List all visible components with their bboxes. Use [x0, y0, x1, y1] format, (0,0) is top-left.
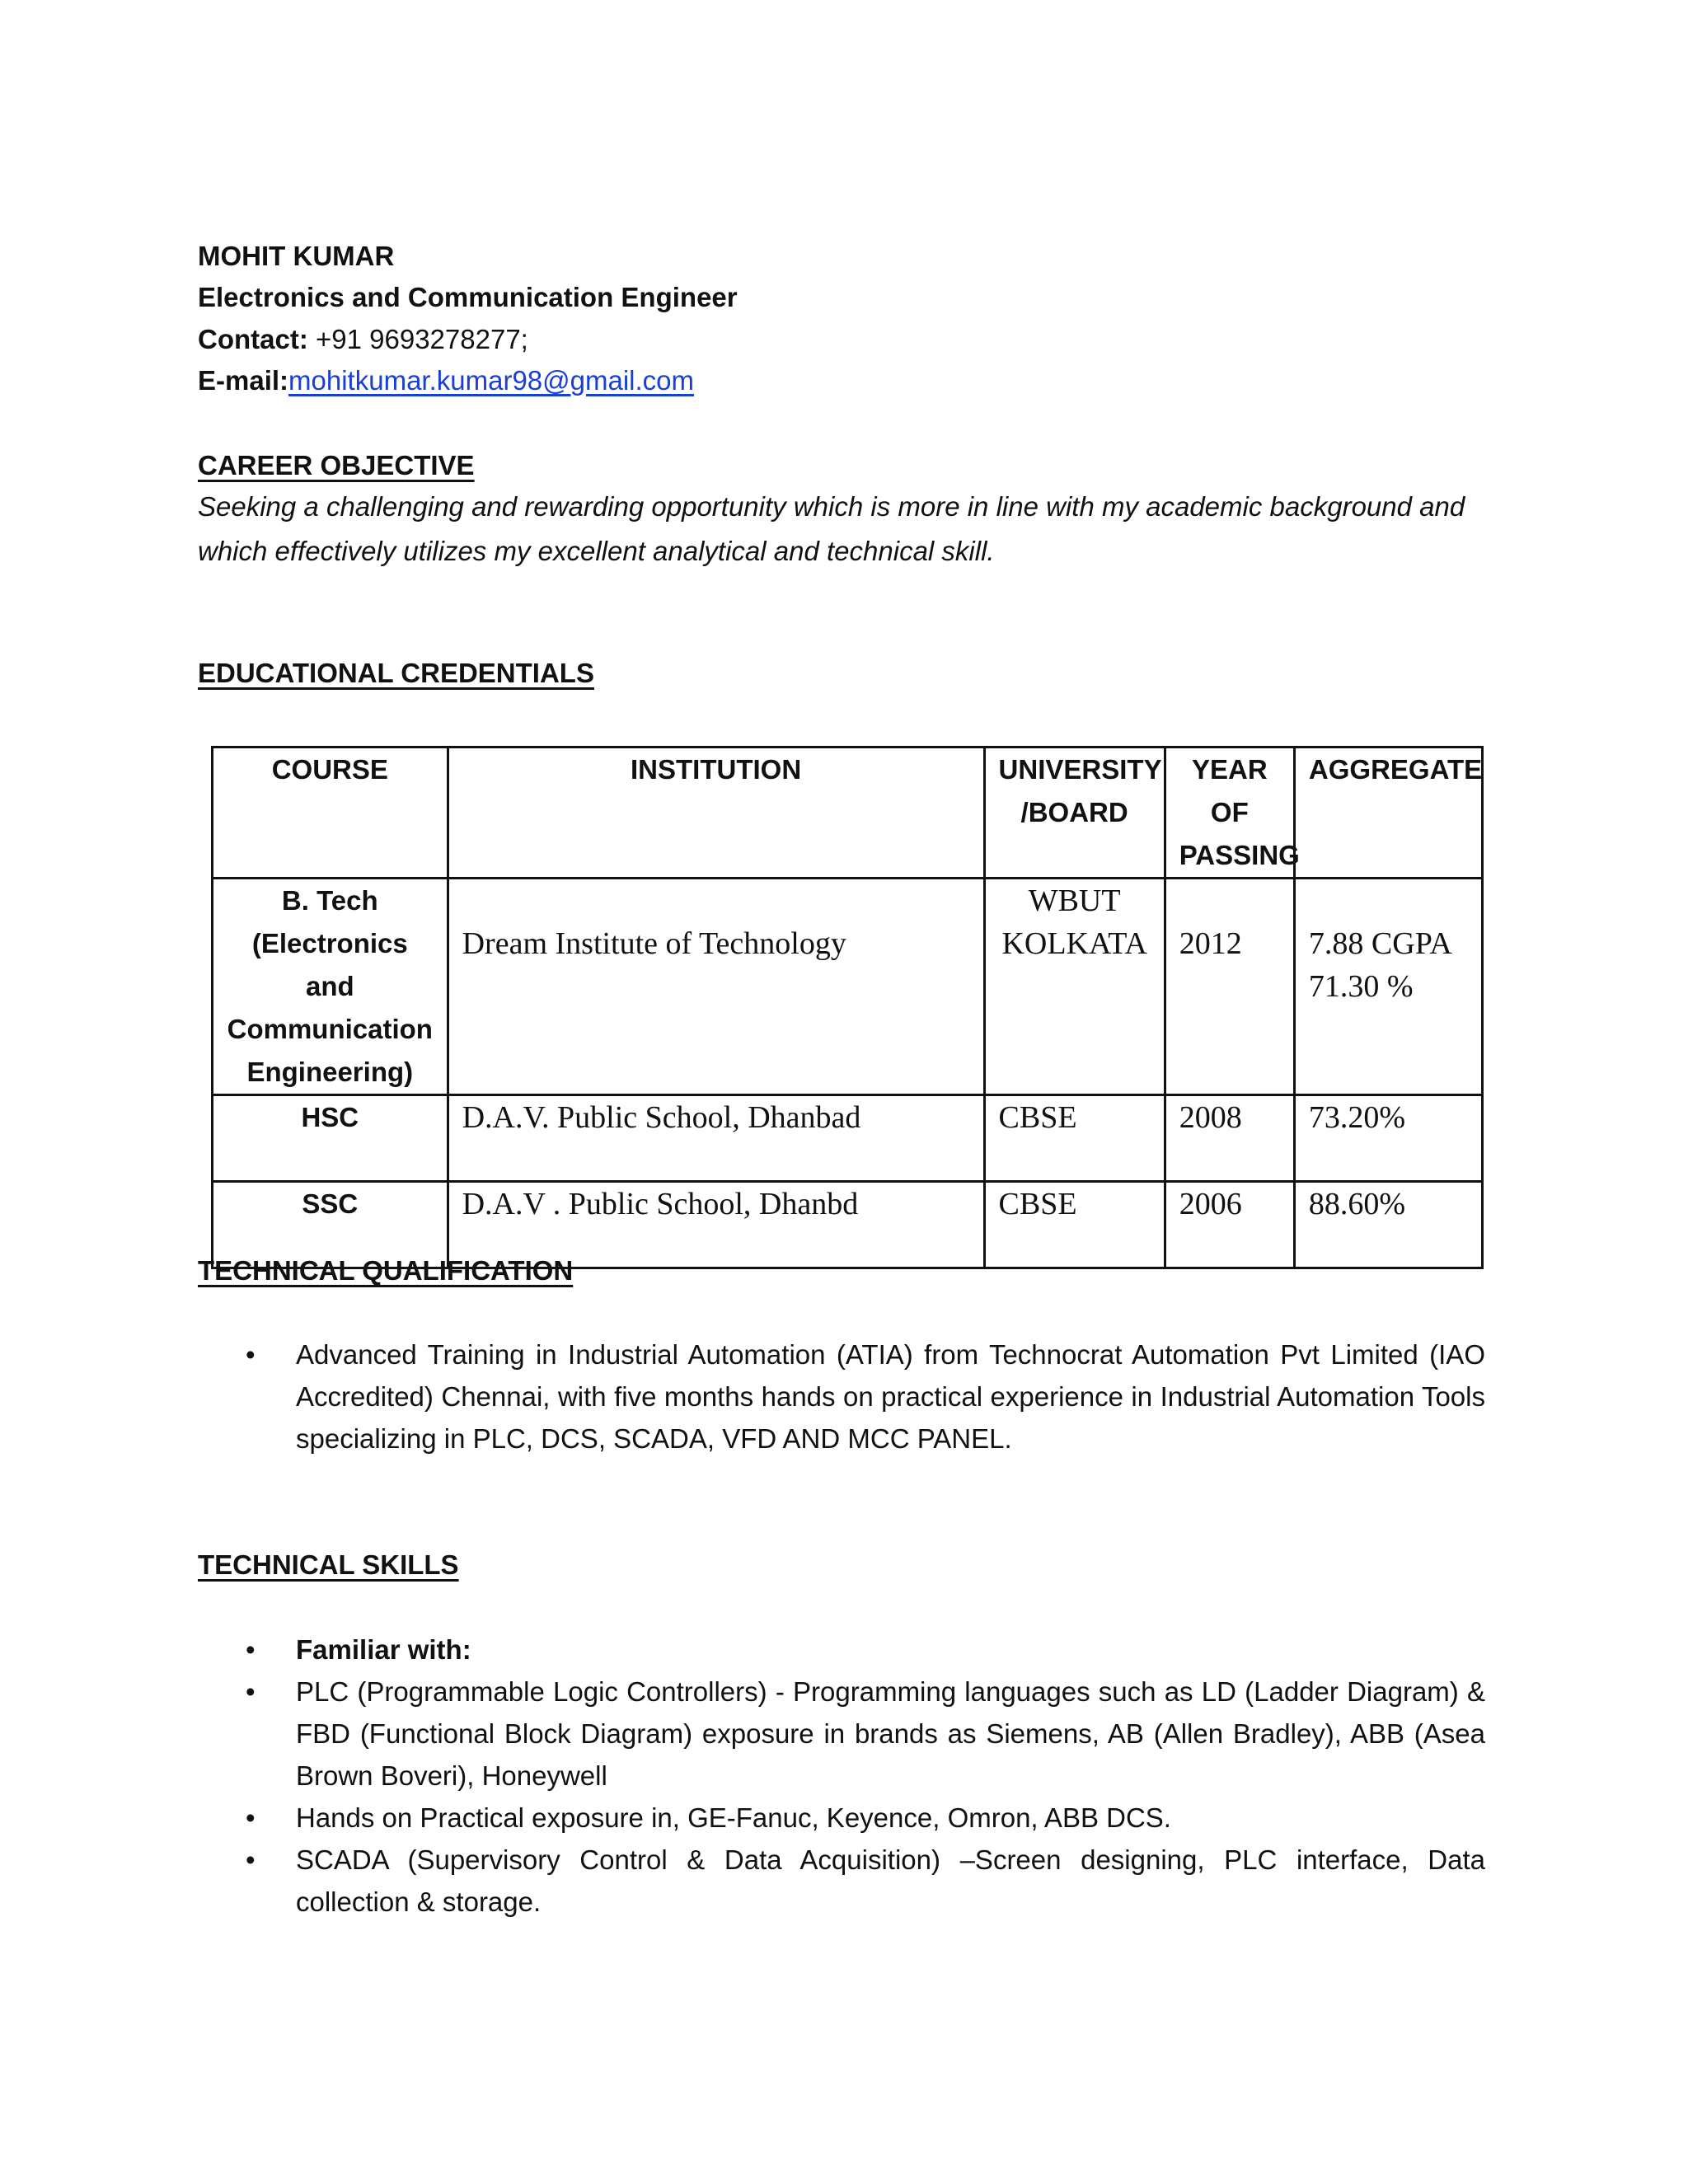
university-cell [984, 879, 1165, 1095]
contact-phone: +91 9693278277; [316, 324, 528, 354]
col-university-line2: /BOARD [1020, 797, 1128, 827]
year-cell: 2006 [1165, 1182, 1294, 1268]
candidate-title: Electronics and Communication Engineer [198, 282, 738, 312]
qualification-list [198, 1333, 1485, 1460]
year-cell: 2008 [1165, 1095, 1294, 1182]
aggregate-cell: 73.20% [1294, 1095, 1482, 1182]
technical-qualification-heading: TECHNICAL QUALIFICATION [198, 1255, 574, 1286]
list-item [198, 1671, 1485, 1797]
qualification-text: Advanced Training in Industrial Automation (ATIA) from Technocrat Automation Pvt Limited (IAO Accredited) Chennai, with five months hands on practical experience in Industrial Automation Tools specializing in PLC, DCS, SCADA, VFD AND MCC PANEL. [296, 1339, 1485, 1454]
institution-cell: Dream Institute of Technology [448, 879, 984, 1095]
col-year-line2: PASSING [1179, 840, 1300, 870]
institution-cell: D.A.V . Public School, Dhanbd [448, 1182, 984, 1268]
col-course-header: COURSE [213, 748, 448, 879]
list-item [198, 1629, 1485, 1671]
bullet-icon: • [246, 1676, 256, 1707]
career-objective-text [198, 485, 1484, 574]
course-line: Engineering) [246, 1057, 414, 1087]
skill-text: Hands on Practical exposure in, GE-Fanuc, Keyence, Omron, ABB DCS. [296, 1802, 1171, 1833]
list-item [198, 1839, 1485, 1923]
university-line1: WBUT [1028, 883, 1121, 918]
university-cell: CBSE [984, 1095, 1165, 1182]
technical-skills-heading: TECHNICAL SKILLS [198, 1549, 459, 1580]
university-cell: CBSE [984, 1182, 1165, 1268]
course-line: B. Tech [281, 885, 378, 916]
skills-list [198, 1629, 1485, 1923]
list-item [198, 1797, 1485, 1839]
aggregate-line1: 7.88 CGPA [1308, 926, 1452, 961]
col-university-header [984, 748, 1165, 879]
col-institution-header: INSTITUTION [448, 748, 984, 879]
col-year-line1: YEAR OF [1191, 754, 1268, 827]
course-line: (Electronics and [251, 928, 408, 1001]
table-header-row [213, 748, 1483, 879]
bullet-icon: • [246, 1339, 256, 1370]
course-cell [213, 879, 448, 1095]
aggregate-line2: 71.30 % [1308, 969, 1414, 1004]
aggregate-cell: 88.60% [1294, 1182, 1482, 1268]
course-cell: SSC [213, 1182, 448, 1268]
col-aggregate-header: AGGREGATE [1294, 748, 1482, 879]
skill-text: SCADA (Supervisory Control & Data Acquisition) –Screen designing, PLC interface, Data collection & storage. [296, 1844, 1485, 1917]
familiar-label: Familiar with: [296, 1634, 471, 1665]
email-line [198, 360, 694, 401]
bullet-icon: • [246, 1844, 256, 1875]
col-year-header [1165, 748, 1300, 879]
contact-label: Contact: [198, 324, 308, 354]
objective-line-2: which effectively utilizes my excellent analytical and technical skill. [198, 536, 995, 566]
university-line2: KOLKATA [1001, 926, 1147, 961]
candidate-name: MOHIT KUMAR [198, 241, 395, 271]
year-cell: 2012 [1165, 879, 1294, 1095]
list-item [198, 1333, 1485, 1460]
skill-text: PLC (Programmable Logic Controllers) - Programming languages such as LD (Ladder Diagram) & FBD (Functional Block Diagram) exposure in brands as Siemens, AB (Allen Bradley), ABB (Asea Brown Boveri), Honeywell [296, 1676, 1485, 1791]
contact-line [198, 319, 528, 360]
bullet-icon: • [246, 1634, 256, 1665]
institution-cell: D.A.V. Public School, Dhanbad [448, 1095, 984, 1182]
education-heading: EDUCATIONAL CREDENTIALS [198, 658, 594, 688]
bullet-icon: • [246, 1802, 256, 1833]
course-line: Communication [227, 1014, 433, 1044]
col-university-line1: UNIVERSITY [998, 754, 1162, 785]
table-row [213, 1095, 1483, 1182]
objective-line-1: Seeking a challenging and rewarding opportunity which is more in line with my academic background and [198, 491, 1465, 522]
course-cell: HSC [213, 1095, 448, 1182]
aggregate-cell [1294, 879, 1482, 1095]
career-objective-heading: CAREER OBJECTIVE [198, 450, 475, 480]
table-row [213, 879, 1483, 1095]
education-table [211, 746, 1484, 1269]
email-link[interactable]: mohitkumar.kumar98@gmail.com [288, 365, 695, 396]
email-label: E-mail: [198, 365, 289, 396]
